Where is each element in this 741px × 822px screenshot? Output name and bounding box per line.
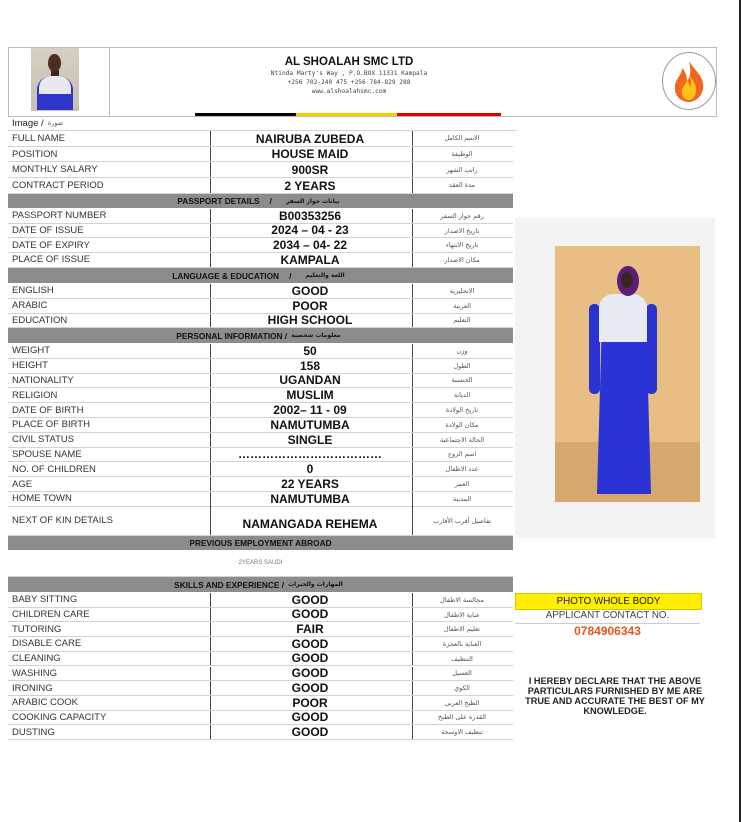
row-label-ar: وزن — [456, 346, 468, 355]
skills-row — [8, 608, 513, 623]
row-label-ar: تاريخ الاصدار — [444, 226, 480, 235]
row-value: GOOD — [291, 283, 329, 298]
row-label: NO. OF CHILDREN — [12, 463, 96, 475]
flame-logo-icon — [662, 52, 716, 110]
company-website: www.alshoalahsmc.com — [311, 88, 387, 95]
row-value: NAIRUBA ZUBEDA — [255, 131, 365, 146]
row-label: ENGLISH — [12, 285, 54, 297]
skills-row — [8, 637, 513, 652]
declaration-text: I HEREBY DECLARE THAT THE ABOVE PARTICULARS FURNISHED BY ME ARE TRUE AND ACCURATE THE BEST OF MY KNOWLEDGE. — [525, 676, 705, 716]
row-value: 50 — [303, 343, 317, 358]
row-label-ar: العربية — [453, 301, 471, 310]
skills-band — [8, 577, 513, 592]
personal-row — [8, 344, 513, 359]
skills-row — [8, 725, 513, 740]
row-label-ar: الحالة الاجتماعية — [439, 435, 485, 444]
skills-row — [8, 681, 513, 696]
personal-row — [8, 433, 513, 448]
row-label: CIVIL STATUS — [12, 434, 75, 446]
skills-band-en: SKILLS AND EXPERIENCE / — [174, 579, 285, 590]
basic-row — [8, 162, 513, 178]
row-label: NEXT OF KIN DETAILS — [12, 515, 114, 526]
row-value: GOOD — [291, 724, 329, 739]
row-value: B00353256 — [278, 208, 342, 223]
row-label: COOKING CAPACITY — [12, 711, 107, 723]
company-phones: +256 702-240 475 +256 784-829 288 — [287, 79, 411, 86]
row-label: DUSTING — [12, 726, 55, 738]
row-label-ar: مجالسة الاطفال — [440, 595, 484, 604]
passport-row — [8, 238, 513, 253]
row-label: POSITION — [12, 148, 58, 160]
row-label-ar: التعليم — [453, 316, 471, 325]
image-label: Image / — [12, 117, 44, 129]
row-label-ar: القدرة على الطبخ — [438, 713, 486, 722]
applicant-contact-label: APPLICANT CONTACT NO. — [515, 608, 700, 624]
basic-row — [8, 131, 513, 147]
row-value: HOUSE MAID — [271, 147, 349, 162]
row-label-ar: الطول — [453, 361, 471, 370]
row-label: SPOUSE NAME — [12, 448, 82, 460]
row-label: EDUCATION — [12, 314, 68, 326]
applicant-portrait — [31, 48, 79, 111]
row-label: WEIGHT — [12, 345, 50, 357]
row-label-ar: عناية الاطفال — [444, 610, 480, 619]
applicant-full-body-photo — [555, 246, 700, 502]
skills-band-ar: المهارات والخبرات — [288, 581, 343, 588]
row-label: IRONING — [12, 682, 53, 694]
passport-band — [8, 194, 513, 208]
row-value: GOOD — [291, 651, 329, 666]
skills-row — [8, 593, 513, 608]
row-value: 2 YEARS — [284, 178, 336, 193]
row-label: DATE OF BIRTH — [12, 404, 84, 416]
row-label-ar: اسم الزوج — [447, 450, 477, 459]
row-value: 900SR — [291, 163, 329, 178]
row-label-ar: التنظيف — [451, 654, 473, 663]
passport-band-en: PASSPORT DETAILS — [177, 196, 260, 206]
row-label: CHILDREN CARE — [12, 609, 90, 621]
row-value: HIGH SCHOOL — [267, 313, 353, 328]
photo-whole-body-label: PHOTO WHOLE BODY — [515, 593, 702, 610]
row-label-ar: الانجليزية — [449, 286, 475, 295]
row-value: NAMUTUMBA — [270, 491, 350, 506]
header-divider — [109, 48, 110, 116]
personal-band-en: PERSONAL INFORMATION / — [176, 330, 288, 341]
row-label-ar: تفاصيل أقرب الأقارب — [432, 516, 492, 525]
personal-row — [8, 388, 513, 403]
row-value: 22 YEARS — [281, 476, 339, 491]
skills-row — [8, 667, 513, 682]
row-label-ar: العناية بالعجزة — [442, 639, 482, 648]
passport-row — [8, 209, 513, 224]
company-name: AL SHOALAH SMC LTD — [284, 56, 414, 68]
language-row — [8, 314, 513, 329]
row-label: HEIGHT — [12, 360, 48, 372]
row-label: ARABIC COOK — [12, 697, 78, 709]
row-label-ar: تعليم الاطفال — [443, 625, 481, 634]
row-label-ar: تاريخ الولادة — [445, 406, 479, 415]
row-label-ar: مدة العقد — [449, 181, 475, 190]
row-label: ARABIC — [12, 300, 48, 312]
row-label-ar: العمر — [454, 480, 470, 489]
personal-row — [8, 448, 513, 463]
personal-band — [8, 328, 513, 343]
row-label-ar: الاسم الكامل — [444, 134, 480, 143]
row-value: GOOD — [291, 636, 329, 651]
row-label: CLEANING — [12, 653, 61, 665]
row-label-ar: الكوي — [454, 684, 470, 693]
row-label: PLACE OF ISSUE — [12, 254, 91, 266]
passport-band-ar: بيانات جواز السفر — [285, 197, 340, 205]
row-label-ar: مكان الاصدار — [444, 255, 480, 264]
row-label: NATIONALITY — [12, 374, 74, 386]
row-label-ar: الجنسية — [451, 376, 473, 385]
row-label: BABY SITTING — [12, 594, 78, 606]
row-label: CONTRACT PERIOD — [12, 179, 104, 191]
row-label-ar: راتب الشهر — [446, 165, 478, 174]
skills-row — [8, 711, 513, 726]
company-address: Ntinda Marty's Way , P.O.BOX 11331 Kampala — [270, 70, 428, 77]
row-label: MONTHLY SALARY — [12, 164, 98, 176]
row-label-ar: المدينة — [452, 494, 472, 503]
row-label: RELIGION — [12, 389, 58, 401]
header — [8, 47, 717, 117]
language-row — [8, 284, 513, 299]
row-value: GOOD — [291, 666, 329, 681]
row-value: NAMANGADA REHEMA — [242, 516, 378, 531]
passport-band-sep: / — [269, 196, 272, 206]
row-value: FAIR — [296, 622, 324, 637]
personal-row — [8, 492, 513, 507]
row-value: MUSLIM — [286, 388, 334, 403]
skills-row — [8, 696, 513, 711]
row-value: SINGLE — [287, 432, 333, 447]
passport-row — [8, 224, 513, 239]
applicant-contact-number: 0784906343 — [574, 624, 641, 638]
row-label-ar: تاريخ الانتهاء — [445, 241, 479, 250]
row-value: KAMPALA — [280, 252, 340, 267]
row-label-ar: الغسيل — [452, 669, 472, 678]
personal-row — [8, 462, 513, 477]
personal-band-ar: معلومات شخصية — [291, 332, 341, 339]
personal-row — [8, 359, 513, 374]
row-value: NAMUTUMBA — [270, 417, 350, 432]
row-label-ar: الطبخ العربي — [444, 698, 480, 707]
row-label-ar: رقم جواز السفر — [440, 211, 484, 220]
personal-row — [8, 418, 513, 433]
row-value: ……………………………… — [238, 447, 382, 462]
row-label-ar: تنظيف الاوسخة — [441, 728, 483, 737]
row-value: 158 — [299, 358, 321, 373]
row-label: PASSPORT NUMBER — [12, 210, 107, 222]
row-label-ar: مكان الولادة — [445, 420, 479, 429]
next-of-kin-row — [8, 506, 513, 536]
row-label-ar: عدد الاطفال — [445, 465, 479, 474]
row-label: DISABLE CARE — [12, 638, 82, 650]
prev-employment-value: 2YEARS SAUDI — [8, 550, 513, 577]
row-value: GOOD — [291, 680, 329, 695]
row-label: AGE — [12, 478, 33, 490]
row-value: 2024 – 04 - 23 — [271, 223, 349, 238]
row-value: POOR — [292, 695, 328, 710]
personal-row — [8, 477, 513, 492]
row-value: 2002– 11 - 09 — [273, 402, 347, 417]
language-band-ar: اللغة والتعليم — [305, 272, 345, 279]
row-value: GOOD — [291, 710, 329, 725]
passport-row — [8, 253, 513, 268]
row-label-ar: الديانة — [453, 391, 471, 400]
image-label-row — [8, 116, 517, 131]
row-label: DATE OF EXPIRY — [12, 239, 90, 251]
language-band — [8, 268, 513, 283]
prev-band-en: PREVIOUS EMPLOYMENT ABROAD — [189, 538, 332, 548]
row-value: POOR — [292, 298, 328, 313]
personal-row — [8, 374, 513, 389]
row-label: WASHING — [12, 667, 58, 679]
row-value: UGANDAN — [279, 373, 341, 388]
skills-row — [8, 652, 513, 667]
language-row — [8, 299, 513, 314]
row-label: FULL NAME — [12, 132, 65, 144]
skills-row — [8, 622, 513, 637]
row-value: 2034 – 04- 22 — [272, 238, 348, 253]
language-band-sep: / — [289, 270, 292, 281]
row-label-ar: الوظيفة — [451, 150, 473, 159]
prev-employment-band — [8, 536, 513, 550]
row-label: HOME TOWN — [12, 493, 72, 505]
row-label: PLACE OF BIRTH — [12, 419, 90, 431]
row-value: GOOD — [291, 607, 329, 622]
basic-row — [8, 147, 513, 163]
row-label: DATE OF ISSUE — [12, 225, 84, 237]
basic-row — [8, 178, 513, 194]
row-label: TUTORING — [12, 623, 62, 635]
image-label-ar: صورة — [47, 119, 64, 127]
personal-row — [8, 403, 513, 418]
row-value: 0 — [306, 462, 314, 477]
language-band-en: LANGUAGE & EDUCATION — [172, 270, 280, 281]
row-value: GOOD — [291, 592, 329, 607]
